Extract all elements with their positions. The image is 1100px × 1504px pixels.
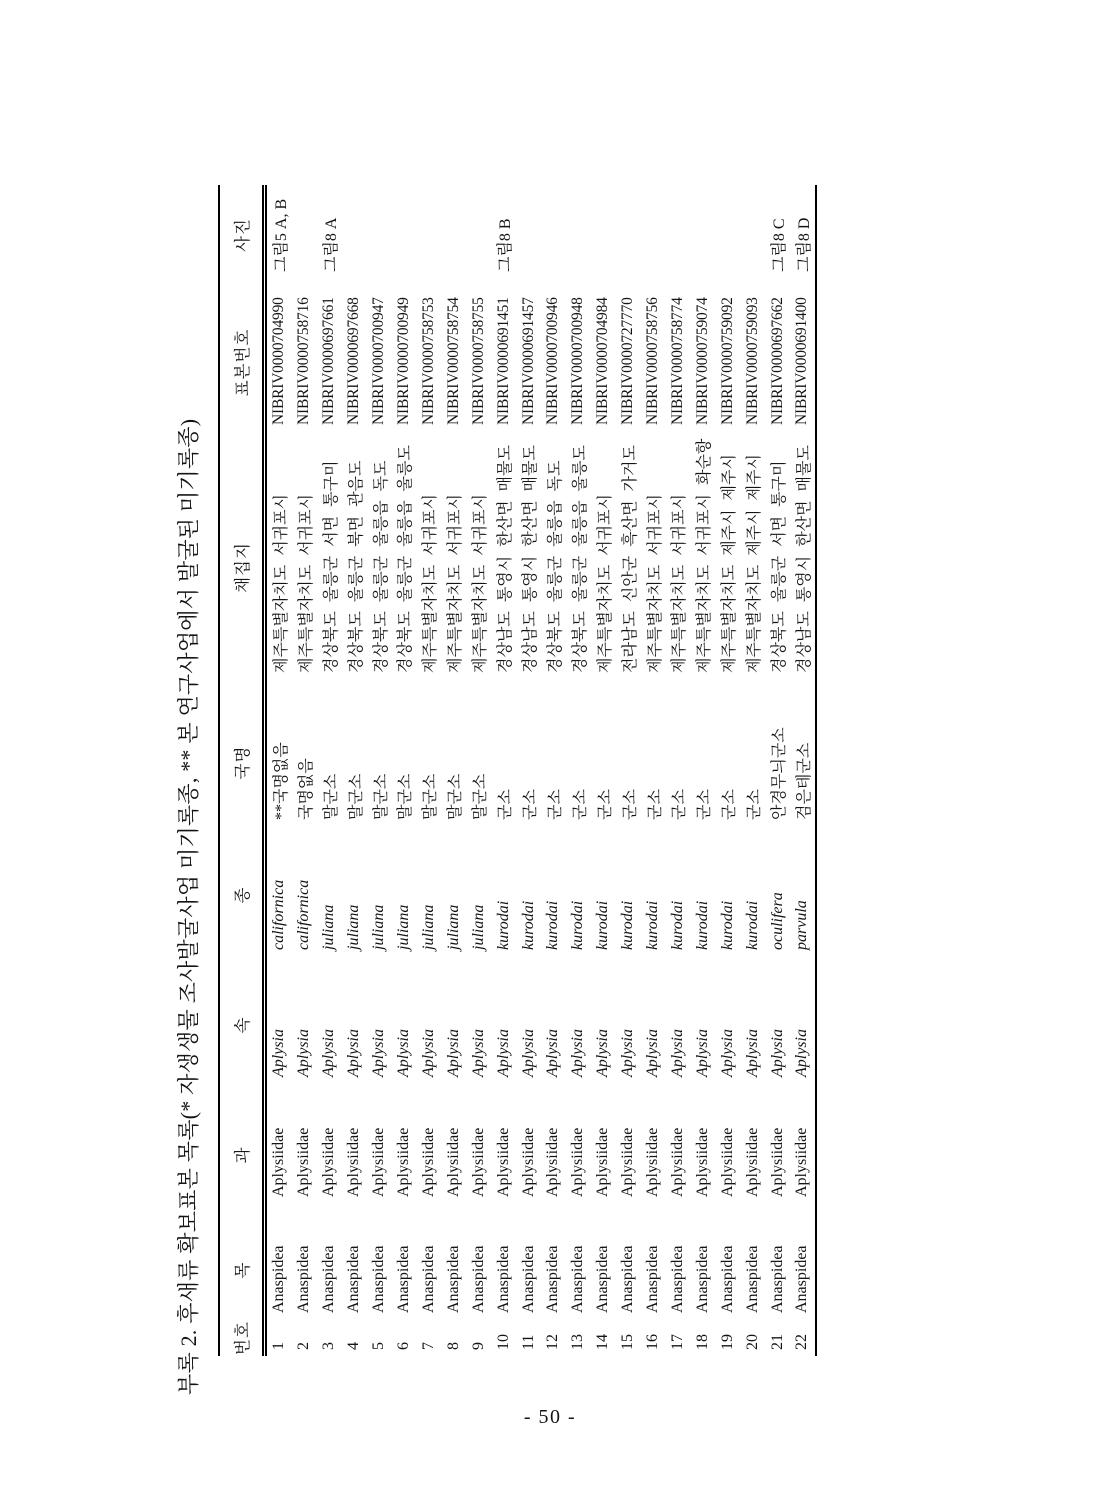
table-cell: Aplysia xyxy=(718,1029,736,1077)
table-cell: 군소 xyxy=(721,789,739,820)
table-row xyxy=(416,185,441,1356)
table-cell: NIBRIV0000691400 xyxy=(790,285,816,440)
table-cell: NIBRIV0000704984 xyxy=(594,297,612,425)
table-cell: 경상북도 울릉군 울릉읍 울릉도 xyxy=(397,445,415,673)
table-cell: californica xyxy=(270,879,288,950)
table-row xyxy=(591,185,616,1356)
table-cell: 그림5 A, B xyxy=(272,198,290,272)
table-cell: 경상북도 울릉군 울릉읍 울릉도 xyxy=(571,445,589,673)
table-cell: 국명없음 xyxy=(297,758,315,820)
table-cell: 말군소 xyxy=(322,773,340,820)
column-header-specimen-number: 표본번호 xyxy=(219,285,265,440)
table-cell: kurodai xyxy=(594,900,612,950)
table-cell xyxy=(466,185,491,285)
column-header-genus: 속 xyxy=(219,960,265,1090)
table-cell: Aplysia xyxy=(370,1029,388,1077)
table-cell: Anaspidea xyxy=(295,1245,313,1313)
table-cell: NIBRIV0000758774 xyxy=(668,297,686,425)
table-cell: kurodai xyxy=(644,900,662,950)
table-cell: Aplysiidae xyxy=(619,1127,637,1197)
table-cell: Aplysiidae xyxy=(394,1127,412,1197)
table-cell: NIBRIV0000697668 xyxy=(345,297,363,425)
table-row xyxy=(641,185,666,1356)
table-cell: 20 xyxy=(743,1334,761,1350)
table-cell: 경상남도 통영시 한산면 매물도 xyxy=(497,445,515,673)
table-cell: 군소 xyxy=(621,789,639,820)
table-cell: Aplysia xyxy=(644,1029,662,1077)
table-row xyxy=(317,185,342,1356)
table-cell: Anaspidea xyxy=(718,1245,736,1313)
table-cell: kurodai xyxy=(718,900,736,950)
table-cell: oculifera xyxy=(768,892,786,950)
table-cell: Anaspidea xyxy=(519,1245,537,1313)
column-header-collection-site: 채집지 xyxy=(219,440,265,695)
table-cell xyxy=(367,185,392,285)
table-cell: 6 xyxy=(394,1342,412,1350)
table-cell: Anaspidea xyxy=(370,1245,388,1313)
table-cell: 군소 xyxy=(522,789,540,820)
table-row xyxy=(392,185,417,1356)
table-row xyxy=(666,185,691,1356)
table-cell: Aplysiidae xyxy=(544,1127,562,1197)
table-cell: Anaspidea xyxy=(644,1245,662,1313)
table-cell: Anaspidea xyxy=(569,1245,587,1313)
table-cell: Aplysiidae xyxy=(519,1127,537,1197)
table-row xyxy=(616,185,641,1356)
table-cell: Aplysiidae xyxy=(743,1127,761,1197)
column-header-family: 과 xyxy=(219,1090,265,1220)
table-cell: NIBRIV0000759092 xyxy=(718,297,736,425)
column-header-species: 종 xyxy=(219,830,265,960)
table-cell: 경상북도 울릉군 서면 통구미 xyxy=(771,460,789,673)
table-cell: NIBRIV0000758756 xyxy=(644,297,662,425)
table-cell: Aplysia xyxy=(320,1029,338,1077)
table-cell: 12 xyxy=(544,1334,562,1350)
table-cell: 그림8 B xyxy=(497,218,515,272)
table-cell: NIBRIV0000691457 xyxy=(519,297,537,425)
table-cell: Aplysia xyxy=(469,1029,487,1077)
table-row xyxy=(715,185,740,1356)
table-cell: kurodai xyxy=(619,900,637,950)
table-cell: NIBRIV0000758754 xyxy=(444,297,462,425)
table-cell: Aplysiidae xyxy=(320,1127,338,1197)
table-row xyxy=(566,185,591,1356)
table-cell: kurodai xyxy=(569,900,587,950)
specimen-table-wrap xyxy=(218,185,817,1356)
table-cell: 13 xyxy=(569,1334,587,1350)
table-cell: 3 xyxy=(320,1342,338,1350)
table-cell xyxy=(441,185,466,285)
table-cell: kurodai xyxy=(743,900,761,950)
table-cell: Anaspidea xyxy=(320,1245,338,1313)
table-cell: Aplysia xyxy=(768,1029,786,1077)
table-cell: 11 xyxy=(519,1334,537,1350)
table-cell: NIBRIV0000700946 xyxy=(544,297,562,425)
table-cell: Aplysiidae xyxy=(419,1127,437,1197)
table-row xyxy=(292,185,317,1356)
table-cell: kurodai xyxy=(693,900,711,950)
table-cell: Anaspidea xyxy=(619,1245,637,1313)
table-cell: 그림8 D xyxy=(790,185,816,285)
table-cell: 제주특별자치도 서귀포시 xyxy=(422,493,440,673)
table-cell: Aplysia xyxy=(693,1029,711,1077)
table-cell xyxy=(392,185,417,285)
table-cell: NIBRIV0000727770 xyxy=(619,297,637,425)
table-cell: Aplysiidae xyxy=(594,1127,612,1197)
table-cell: NIBRIV0000759074 xyxy=(693,297,711,425)
table-cell xyxy=(342,185,367,285)
table-cell: 제주특별자치도 서귀포시 xyxy=(272,493,290,673)
table-cell: **국명없음 xyxy=(272,742,290,820)
table-cell: juliana xyxy=(320,904,338,950)
table-cell: 19 xyxy=(718,1334,736,1350)
table-cell: Aplysiidae xyxy=(718,1127,736,1197)
page-number: - 50 - xyxy=(523,1406,577,1428)
table-cell: kurodai xyxy=(668,900,686,950)
table-cell: Anaspidea xyxy=(790,1220,816,1320)
table-cell: californica xyxy=(295,879,313,950)
table-cell: 18 xyxy=(693,1334,711,1350)
table-cell: Aplysia xyxy=(619,1029,637,1077)
table-cell: 제주특별자치도 서귀포시 화순항 xyxy=(696,438,714,673)
table-cell xyxy=(566,185,591,285)
table-cell: Aplysia xyxy=(419,1029,437,1077)
table-cell: 말군소 xyxy=(472,773,490,820)
table-cell: Aplysia xyxy=(519,1029,537,1077)
table-row xyxy=(466,185,491,1356)
table-cell: 그림8 A xyxy=(322,217,340,272)
table-cell xyxy=(292,185,317,285)
table-cell: 군소 xyxy=(671,789,689,820)
table-cell: Aplysia xyxy=(594,1029,612,1077)
table-cell: 군소 xyxy=(497,789,515,820)
table-cell xyxy=(591,185,616,285)
table-cell: 군소 xyxy=(571,789,589,820)
table-row xyxy=(690,185,715,1356)
table-cell: NIBRIV0000691451 xyxy=(494,297,512,425)
table-cell: NIBRIV0000697661 xyxy=(320,297,338,425)
table-cell: 7 xyxy=(419,1342,437,1350)
table-row xyxy=(541,185,566,1356)
table-cell: 경상북도 울릉군 서면 통구미 xyxy=(322,460,340,673)
table-cell: Aplysiidae xyxy=(295,1127,313,1197)
table-cell xyxy=(541,185,566,285)
table-cell: Anaspidea xyxy=(444,1245,462,1313)
table-cell: kurodai xyxy=(544,900,562,950)
table-row xyxy=(740,185,765,1356)
table-cell: Anaspidea xyxy=(668,1245,686,1313)
table-cell xyxy=(641,185,666,285)
table-row xyxy=(491,185,516,1356)
table-cell: NIBRIV0000697662 xyxy=(768,297,786,425)
table-row xyxy=(516,185,541,1356)
table-cell: 4 xyxy=(345,1342,363,1350)
table-cell: Aplysiidae xyxy=(270,1127,288,1197)
table-cell: 말군소 xyxy=(347,773,365,820)
table-cell: NIBRIV0000704990 xyxy=(270,297,288,425)
table-cell: juliana xyxy=(444,904,462,950)
table-cell: 그림8 C xyxy=(771,218,789,272)
table-cell: NIBRIV0000758716 xyxy=(295,297,313,425)
page-title: 부록 2. 후새류 확보표본 목록(* 자생생물 조사발굴사업 미기록종, ** 본 연구사업에서 발굴된 미기록종) xyxy=(176,418,201,1395)
column-header-number: 번호 xyxy=(219,1320,265,1356)
table-cell: kurodai xyxy=(494,900,512,950)
table-cell: parvula xyxy=(790,830,816,960)
table-cell: Aplysiidae xyxy=(494,1127,512,1197)
table-cell: 경상북도 울릉군 북면 관음도 xyxy=(347,460,365,673)
table-row xyxy=(265,185,292,1356)
table-cell: 말군소 xyxy=(372,773,390,820)
table-cell: Anaspidea xyxy=(345,1245,363,1313)
table-cell: 제주특별자치도 서귀포시 xyxy=(596,493,614,673)
table-cell: 8 xyxy=(444,1342,462,1350)
table-cell: 제주특별자치도 서귀포시 xyxy=(671,493,689,673)
table-cell: 군소 xyxy=(696,789,714,820)
table-cell: 10 xyxy=(494,1334,512,1350)
table-cell: 5 xyxy=(370,1342,388,1350)
table-cell: NIBRIV0000700949 xyxy=(394,297,412,425)
table-cell: Aplysia xyxy=(444,1029,462,1077)
column-header-order: 목 xyxy=(219,1220,265,1320)
table-cell: 15 xyxy=(619,1334,637,1350)
table-cell: Aplysia xyxy=(295,1029,313,1077)
table-cell: kurodai xyxy=(519,900,537,950)
table-cell: 제주특별자치도 서귀포시 xyxy=(447,493,465,673)
table-cell: juliana xyxy=(469,904,487,950)
table-cell: 군소 xyxy=(546,789,564,820)
table-cell: Anaspidea xyxy=(594,1245,612,1313)
table-cell: Anaspidea xyxy=(693,1245,711,1313)
table-cell: Aplysia xyxy=(668,1029,686,1077)
table-row xyxy=(765,185,790,1356)
table-cell: Aplysia xyxy=(790,960,816,1090)
table-cell: Aplysia xyxy=(743,1029,761,1077)
table-cell: Aplysia xyxy=(394,1029,412,1077)
table-cell: Anaspidea xyxy=(768,1245,786,1313)
table-cell: 경상북도 울릉군 울릉읍 독도 xyxy=(546,460,564,673)
table-cell: 말군소 xyxy=(397,773,415,820)
table-cell: 14 xyxy=(594,1334,612,1350)
table-cell: Aplysia xyxy=(494,1029,512,1077)
table-cell: Aplysiidae xyxy=(644,1127,662,1197)
table-cell: Aplysiidae xyxy=(768,1127,786,1197)
table-cell: juliana xyxy=(370,904,388,950)
table-cell: 군소 xyxy=(646,789,664,820)
table-body xyxy=(265,185,816,1356)
table-cell: juliana xyxy=(345,904,363,950)
table-cell xyxy=(715,185,740,285)
table-cell: Aplysiidae xyxy=(790,1090,816,1220)
table-cell: Aplysiidae xyxy=(444,1127,462,1197)
table-cell xyxy=(740,185,765,285)
table-row xyxy=(441,185,466,1356)
table-cell: NIBRIV0000700948 xyxy=(569,297,587,425)
table-cell: 군소 xyxy=(746,789,764,820)
table-cell: juliana xyxy=(394,904,412,950)
table-cell: 경상남도 통영시 한산면 매물도 xyxy=(522,445,540,673)
table-cell xyxy=(416,185,441,285)
table-cell: Aplysia xyxy=(270,1029,288,1077)
table-cell: 검은테군소 xyxy=(790,695,816,830)
table-cell xyxy=(666,185,691,285)
table-cell: Aplysiidae xyxy=(569,1127,587,1197)
table-cell: 1 xyxy=(270,1342,288,1350)
table-cell: Anaspidea xyxy=(270,1245,288,1313)
table-cell: Aplysiidae xyxy=(370,1127,388,1197)
table-cell: 제주특별자치도 서귀포시 xyxy=(472,493,490,673)
table-cell: NIBRIV0000759093 xyxy=(743,297,761,425)
table-cell: 말군소 xyxy=(422,773,440,820)
table-cell xyxy=(516,185,541,285)
table-cell: 군소 xyxy=(596,789,614,820)
table-row xyxy=(342,185,367,1356)
table-cell xyxy=(690,185,715,285)
table-cell: 전라남도 신안군 흑산면 가거도 xyxy=(621,445,639,673)
table-cell: 16 xyxy=(644,1334,662,1350)
table-cell xyxy=(616,185,641,285)
column-header-korean-name: 국명 xyxy=(219,695,265,830)
table-cell: 21 xyxy=(768,1334,786,1350)
table-cell: Aplysiidae xyxy=(469,1127,487,1197)
table-cell: Aplysiidae xyxy=(345,1127,363,1197)
table-cell: 경상북도 울릉군 울릉읍 독도 xyxy=(372,460,390,673)
table-row xyxy=(367,185,392,1356)
table-cell: Anaspidea xyxy=(419,1245,437,1313)
table-cell: Anaspidea xyxy=(394,1245,412,1313)
table-cell: 2 xyxy=(295,1342,313,1350)
table-cell: 제주특별자치도 서귀포시 xyxy=(646,493,664,673)
table-cell: 제주특별자치도 제주시 제주시 xyxy=(746,454,764,673)
specimen-table xyxy=(218,185,817,1356)
column-header-photo: 사진 xyxy=(219,185,265,285)
table-cell: NIBRIV0000700947 xyxy=(370,297,388,425)
table-cell: NIBRIV0000758753 xyxy=(419,297,437,425)
table-cell: Aplysia xyxy=(569,1029,587,1077)
table-cell: Anaspidea xyxy=(494,1245,512,1313)
table-cell: 경상남도 통영시 한산면 매물도 xyxy=(790,440,816,695)
table-cell: Aplysiidae xyxy=(668,1127,686,1197)
table-cell: 안경무늬군소 xyxy=(771,727,789,820)
table-row xyxy=(790,185,816,1356)
table-cell: Aplysiidae xyxy=(693,1127,711,1197)
table-cell: Aplysia xyxy=(345,1029,363,1077)
table-cell: juliana xyxy=(419,904,437,950)
table-cell: Anaspidea xyxy=(743,1245,761,1313)
table-cell: 22 xyxy=(790,1320,816,1356)
table-cell: Anaspidea xyxy=(469,1245,487,1313)
table-cell: 제주특별자치도 제주시 제주시 xyxy=(721,454,739,673)
header-row xyxy=(219,185,265,1356)
table-cell: Anaspidea xyxy=(544,1245,562,1313)
table-cell: 제주특별자치도 서귀포시 xyxy=(297,493,315,673)
table-cell: 9 xyxy=(469,1342,487,1350)
table-cell: NIBRIV0000758755 xyxy=(469,297,487,425)
table-cell: Aplysia xyxy=(544,1029,562,1077)
table-cell: 17 xyxy=(668,1334,686,1350)
table-cell: 말군소 xyxy=(447,773,465,820)
